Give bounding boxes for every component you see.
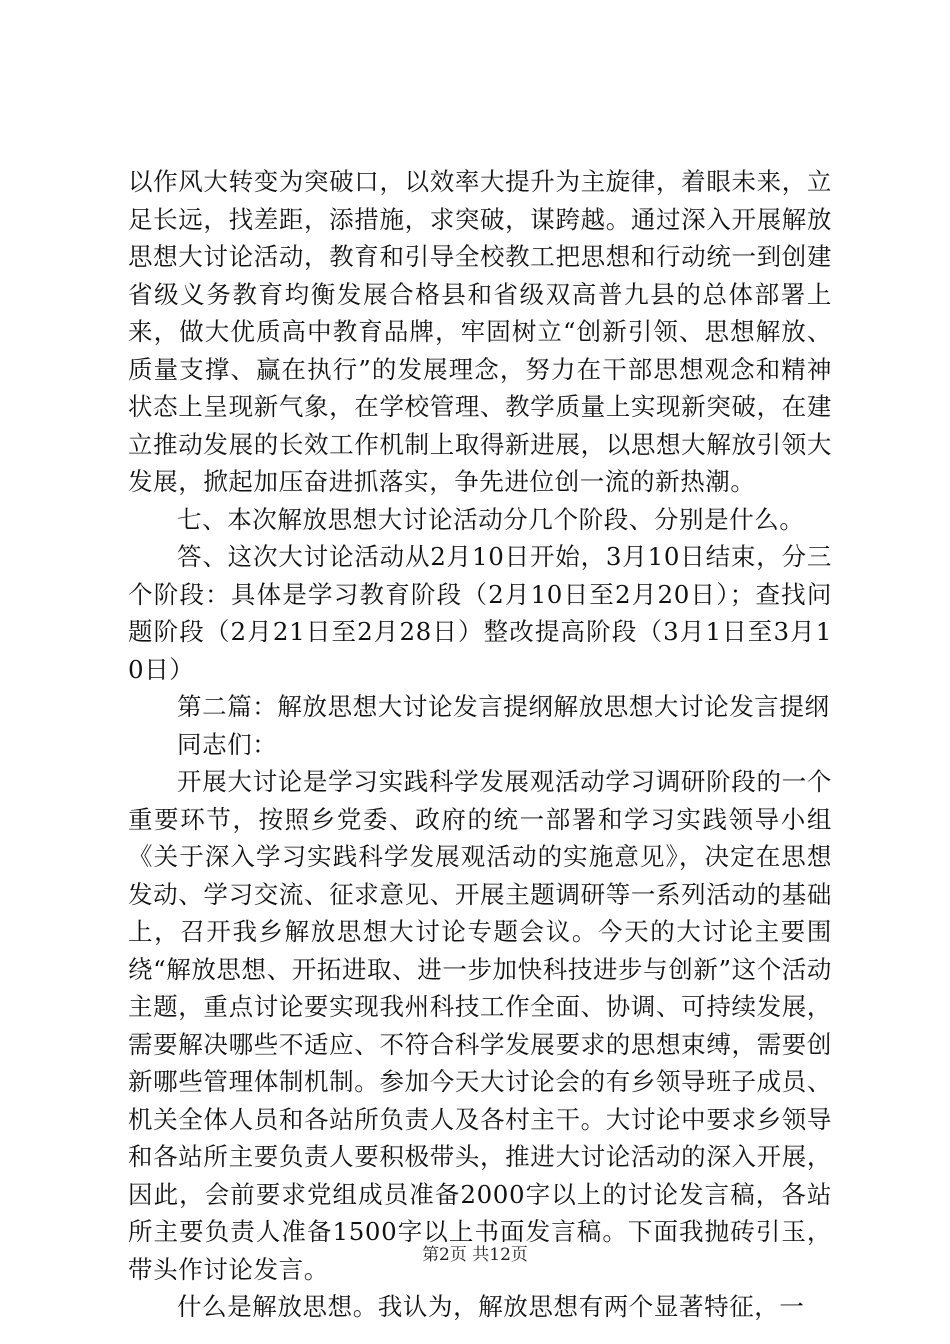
body-paragraph-definition: 什么是解放思想。我认为，解放思想有两个显著特征，一 — [177, 1292, 805, 1321]
section-title-part-two: 第二篇：解放思想大讨论发言提纲解放思想大讨论发言提纲 — [177, 692, 830, 721]
salutation: 同志们： — [177, 729, 278, 759]
document-body — [128, 163, 832, 1326]
question-heading-seven: 七、本次解放思想大讨论活动分几个阶段、分别是什么。 — [177, 504, 805, 534]
body-paragraph-discussion: 开展大讨论是学习实践科学发展观活动学习调研阶段的一个重要环节，按照乡党委、政府的统一部署和学习实践领导小组《关于深入学习实践科学发展观活动的实施意见》，决定在思想发动、学习交流、征求意见、开展主题调研等一系列活动的基础上，召开我乡解放思想大讨论专题会议。今天的大讨论主要围绕“解放思想、开拓进取、进一步加快科技进步与创新”这个活动主题，重点讨论要实现我州科技工作全面、协调、可持续发展，需要解决哪些不适应、不符合科学发展要求的思想束缚，需要创新哪些管理体制机制。参加今天大讨论会的有乡领导班子成员、机关全体人员和各站所负责人及各村主干。大讨论中要求乡领导和各站所主要负责人要积极带头，推进大讨论活动的深入开展，因此，会前要求党组成员准备2000字以上的讨论发言稿，各站所主要负责人准备1500字以上书面发言稿。下面我抛砖引玉，带头作讨论发言。 — [128, 767, 832, 1284]
page-footer: 第2页 共12页 — [422, 1245, 528, 1265]
paragraph-continuation: 以作风大转变为突破口，以效率大提升为主旋律，着眼未来，立足长远，找差距，添措施，求突破，谋跨越。通过深入开展解放思想大讨论活动，教育和引导全校教工把思想和行动统一到创建省级义务教育均衡发展合格县和省级双高普九县的总体部署上来，做大优质高中教育品牌，牢固树立“创新引领、思想解放、质量支撑、赢在执行”的发展理念，努力在干部思想观念和精神状态上呈现新气象，在学校管理、教学质量上实现新突破，在建立推动发展的长效工作机制上取得新进展，以思想大解放引领大发展，掀起加压奋进抓落实，争先进位创一流的新热潮。 — [128, 167, 832, 496]
answer-paragraph: 答、这次大讨论活动从2月10日开始，3月10日结束，分三个阶段：具体是学习教育阶段（2月10日至2月20日）；查找问题阶段（2月21日至2月28日）整改提高阶段（3月1日至3月10日） — [128, 542, 832, 684]
